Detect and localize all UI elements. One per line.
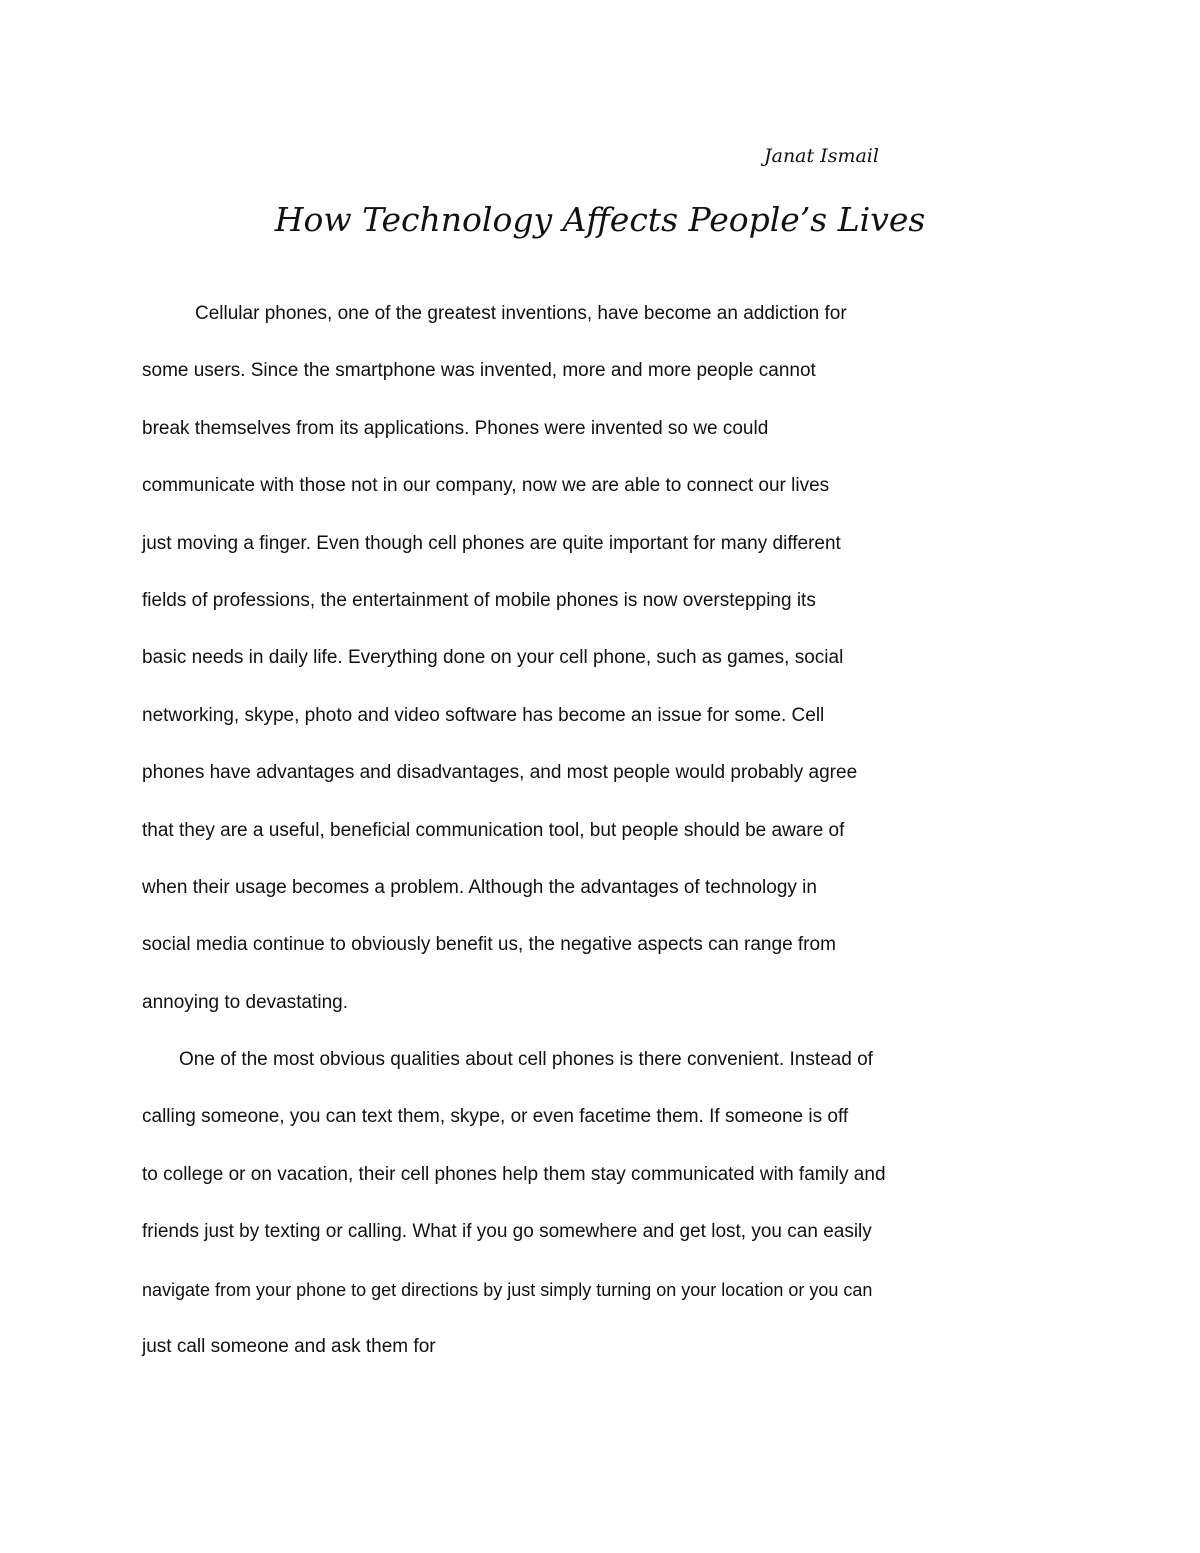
paragraph-1-line-12: social media continue to obviously benefit us, the negative aspects can range from bbox=[142, 934, 836, 956]
paragraph-1-line-2: some users. Since the smartphone was invented, more and more people cannot bbox=[142, 360, 816, 382]
paragraph-1-line-10: that they are a useful, beneficial communication tool, but people should be aware of bbox=[142, 819, 845, 841]
author-name: Janat Ismail bbox=[764, 145, 879, 167]
paragraph-2-line-3: to college or on vacation, their cell phones help them stay communicated with family and bbox=[142, 1163, 886, 1185]
paragraph-2-line-1: One of the most obvious qualities about cell phones is there convenient. Instead of bbox=[179, 1049, 873, 1071]
paragraph-2-line-2: calling someone, you can text them, skype, or even facetime them. If someone is off bbox=[142, 1106, 849, 1128]
paragraph-1-line-9: phones have advantages and disadvantages, and most people would probably agree bbox=[142, 762, 858, 784]
paragraph-1-line-11: when their usage becomes a problem. Although the advantages of technology in bbox=[142, 876, 817, 898]
paragraph-2-line-6: just call someone and ask them for bbox=[142, 1336, 436, 1358]
paragraph-2-line-4: friends just by texting or calling. What if you go somewhere and get lost, you can easily bbox=[142, 1221, 872, 1243]
paragraph-1-line-5: just moving a finger. Even though cell phones are quite important for many different bbox=[142, 532, 841, 554]
paragraph-1-line-7: basic needs in daily life. Everything done on your cell phone, such as games, social bbox=[142, 647, 844, 669]
paragraph-1-line-8: networking, skype, photo and video software has become an issue for some. Cell bbox=[142, 704, 825, 726]
essay-body bbox=[142, 297, 1042, 1387]
paragraph-1-line-3: break themselves from its applications. Phones were invented so we could bbox=[142, 417, 769, 439]
paragraph-2-line-5: navigate from your phone to get directions by just simply turning on your location or you can bbox=[142, 1279, 873, 1300]
essay-title: How Technology Affects People’s Lives bbox=[274, 200, 926, 239]
paragraph-1-line-13: annoying to devastating. bbox=[142, 991, 348, 1013]
paragraph-1-line-4: communicate with those not in our company, now we are able to connect our lives bbox=[142, 475, 830, 497]
paragraph-1-line-1: Cellular phones, one of the greatest inventions, have become an addiction for bbox=[195, 303, 847, 324]
paragraph-1-line-6: fields of professions, the entertainment of mobile phones is now overstepping its bbox=[142, 589, 816, 611]
